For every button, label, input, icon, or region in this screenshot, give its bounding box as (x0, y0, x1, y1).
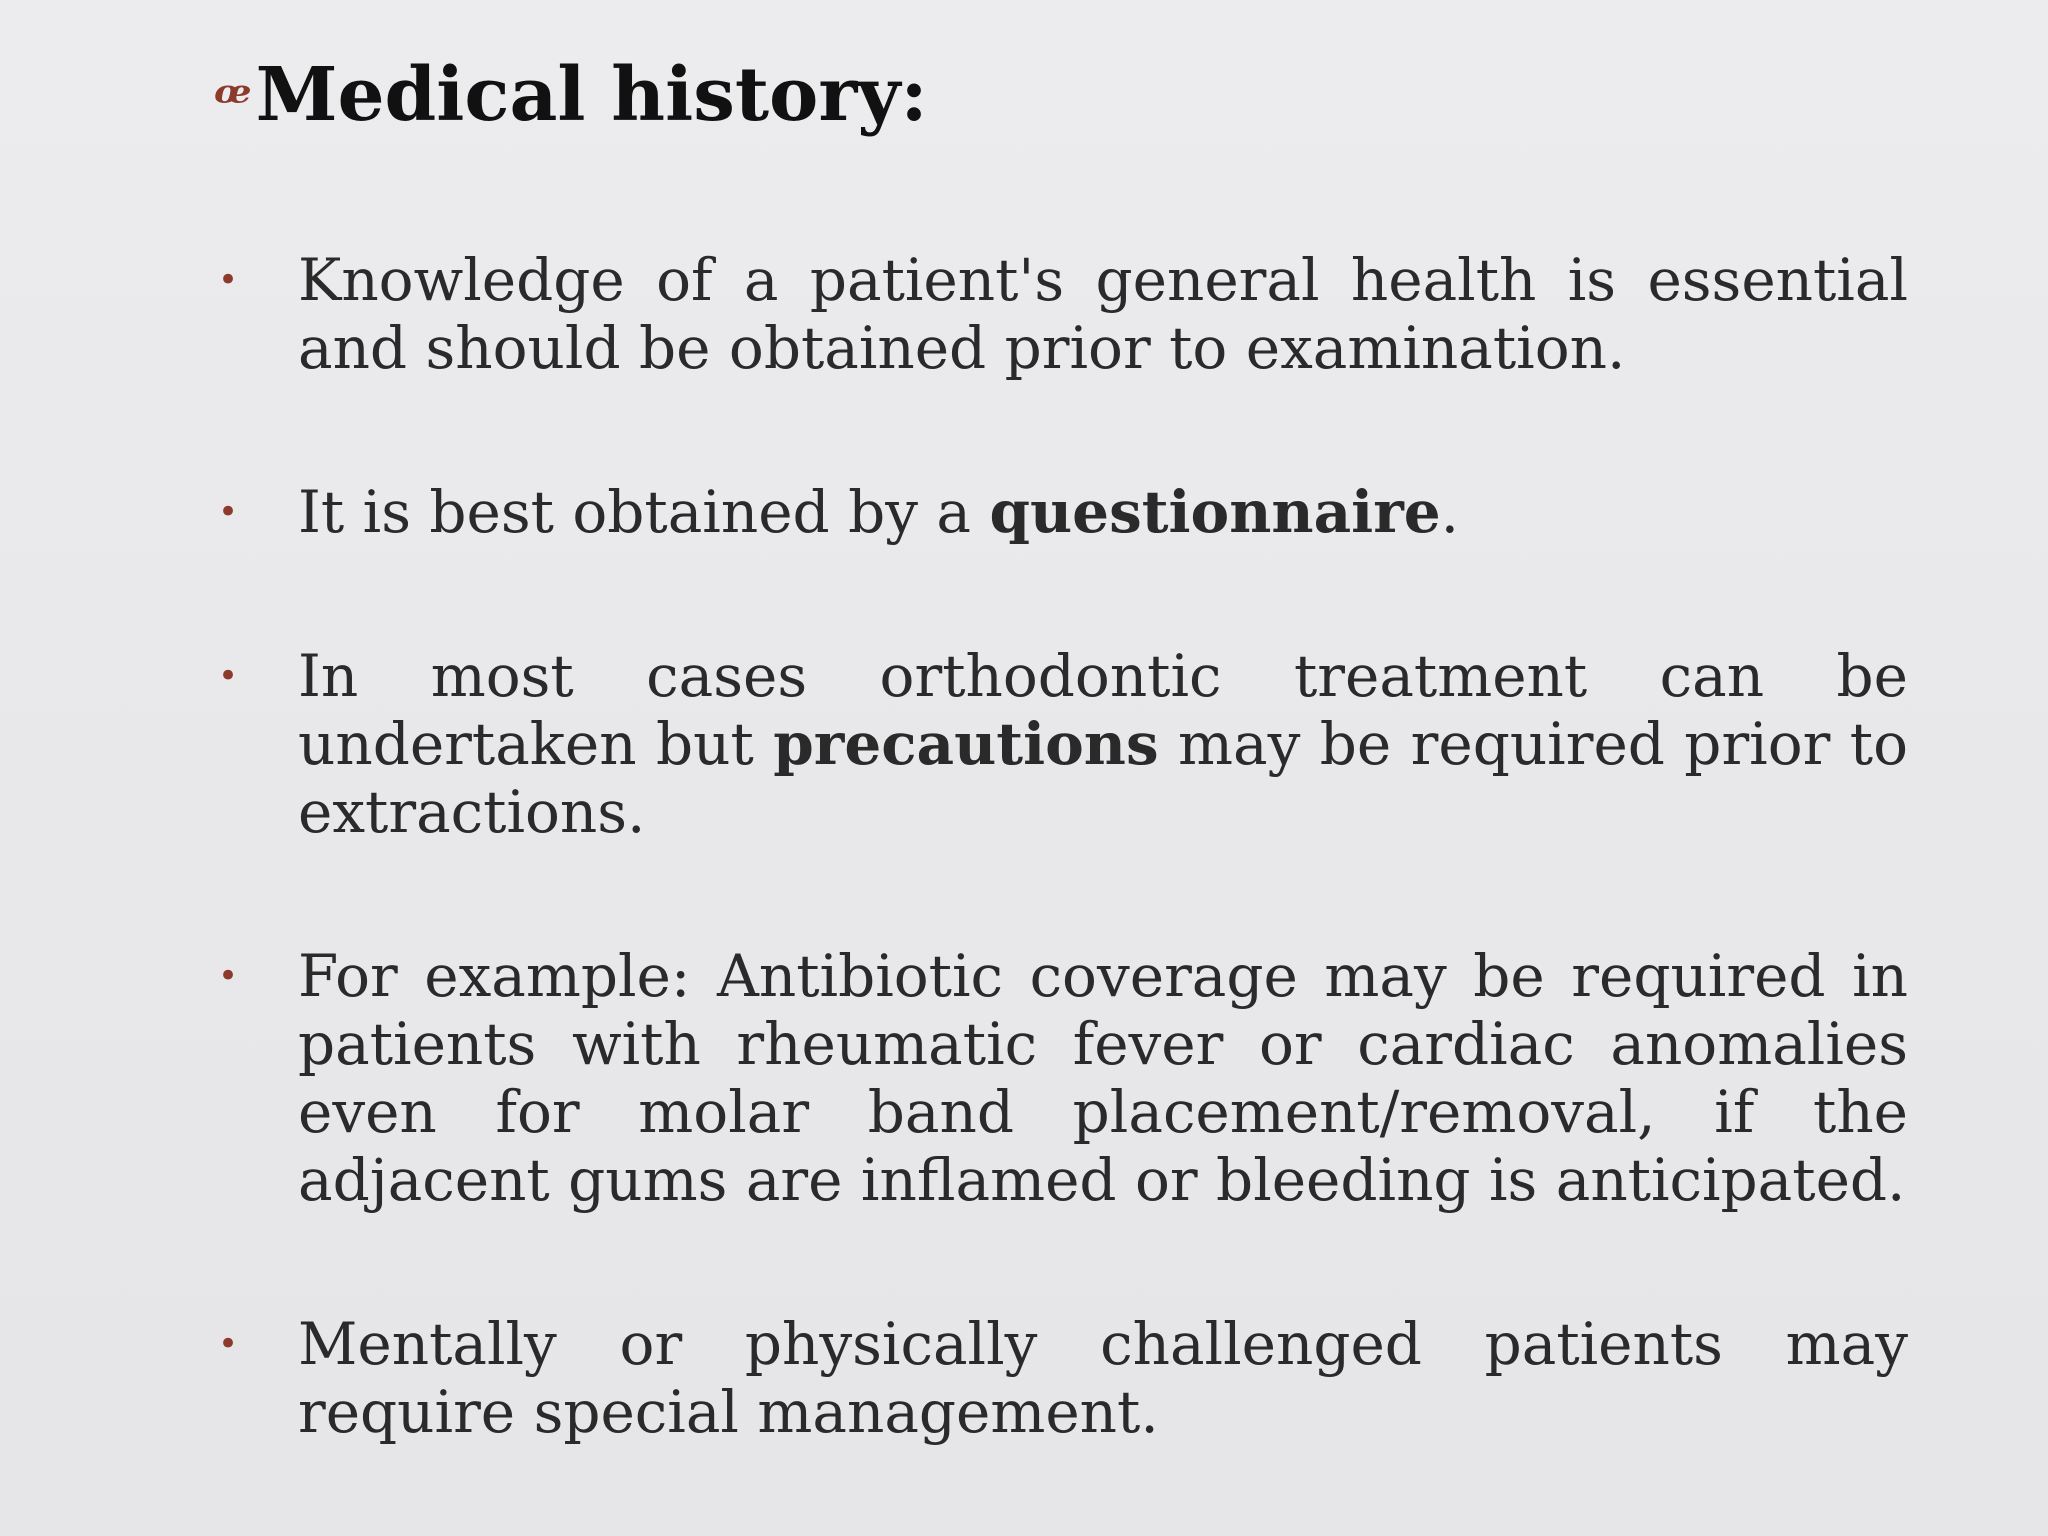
bullet-text: In most cases orthodontic treatment can be undertaken but (298, 642, 1908, 778)
list-item (214, 942, 1908, 1214)
bullet-emphasis: precautions (773, 710, 1159, 778)
bullet-icon: • (217, 656, 239, 696)
slide-title-text: Medical history: (255, 52, 928, 138)
list-item (214, 478, 1908, 546)
bullet-icon: • (217, 956, 239, 996)
slide-title (214, 52, 928, 138)
bullet-text: For example: Antibiotic coverage may be required in patients with rheumatic fever or cardiac anomalies even for molar band placement/removal, if the adjacent gums are inflamed or bleeding is anticipated. (298, 942, 1908, 1214)
bullet-text: may be required prior to extractions. (298, 710, 1908, 846)
bullet-icon: • (217, 492, 239, 532)
list-item (214, 246, 1908, 382)
bullet-text: Knowledge of a patient's general health is essential and should be obtained prior to examination. (298, 246, 1908, 382)
bullet-text: . (1440, 478, 1460, 546)
bullet-icon: • (217, 260, 239, 300)
list-item (214, 642, 1908, 846)
bullet-text: Mentally or physically challenged patients may require special management. (298, 1310, 1908, 1446)
bullet-icon: • (217, 1324, 239, 1364)
list-item (214, 1310, 1908, 1446)
bullet-text: It is best obtained by a (298, 478, 990, 546)
bullet-list (214, 246, 1908, 1446)
title-ornament-icon: ꟹ (214, 68, 248, 136)
bullet-emphasis: questionnaire (989, 478, 1441, 546)
